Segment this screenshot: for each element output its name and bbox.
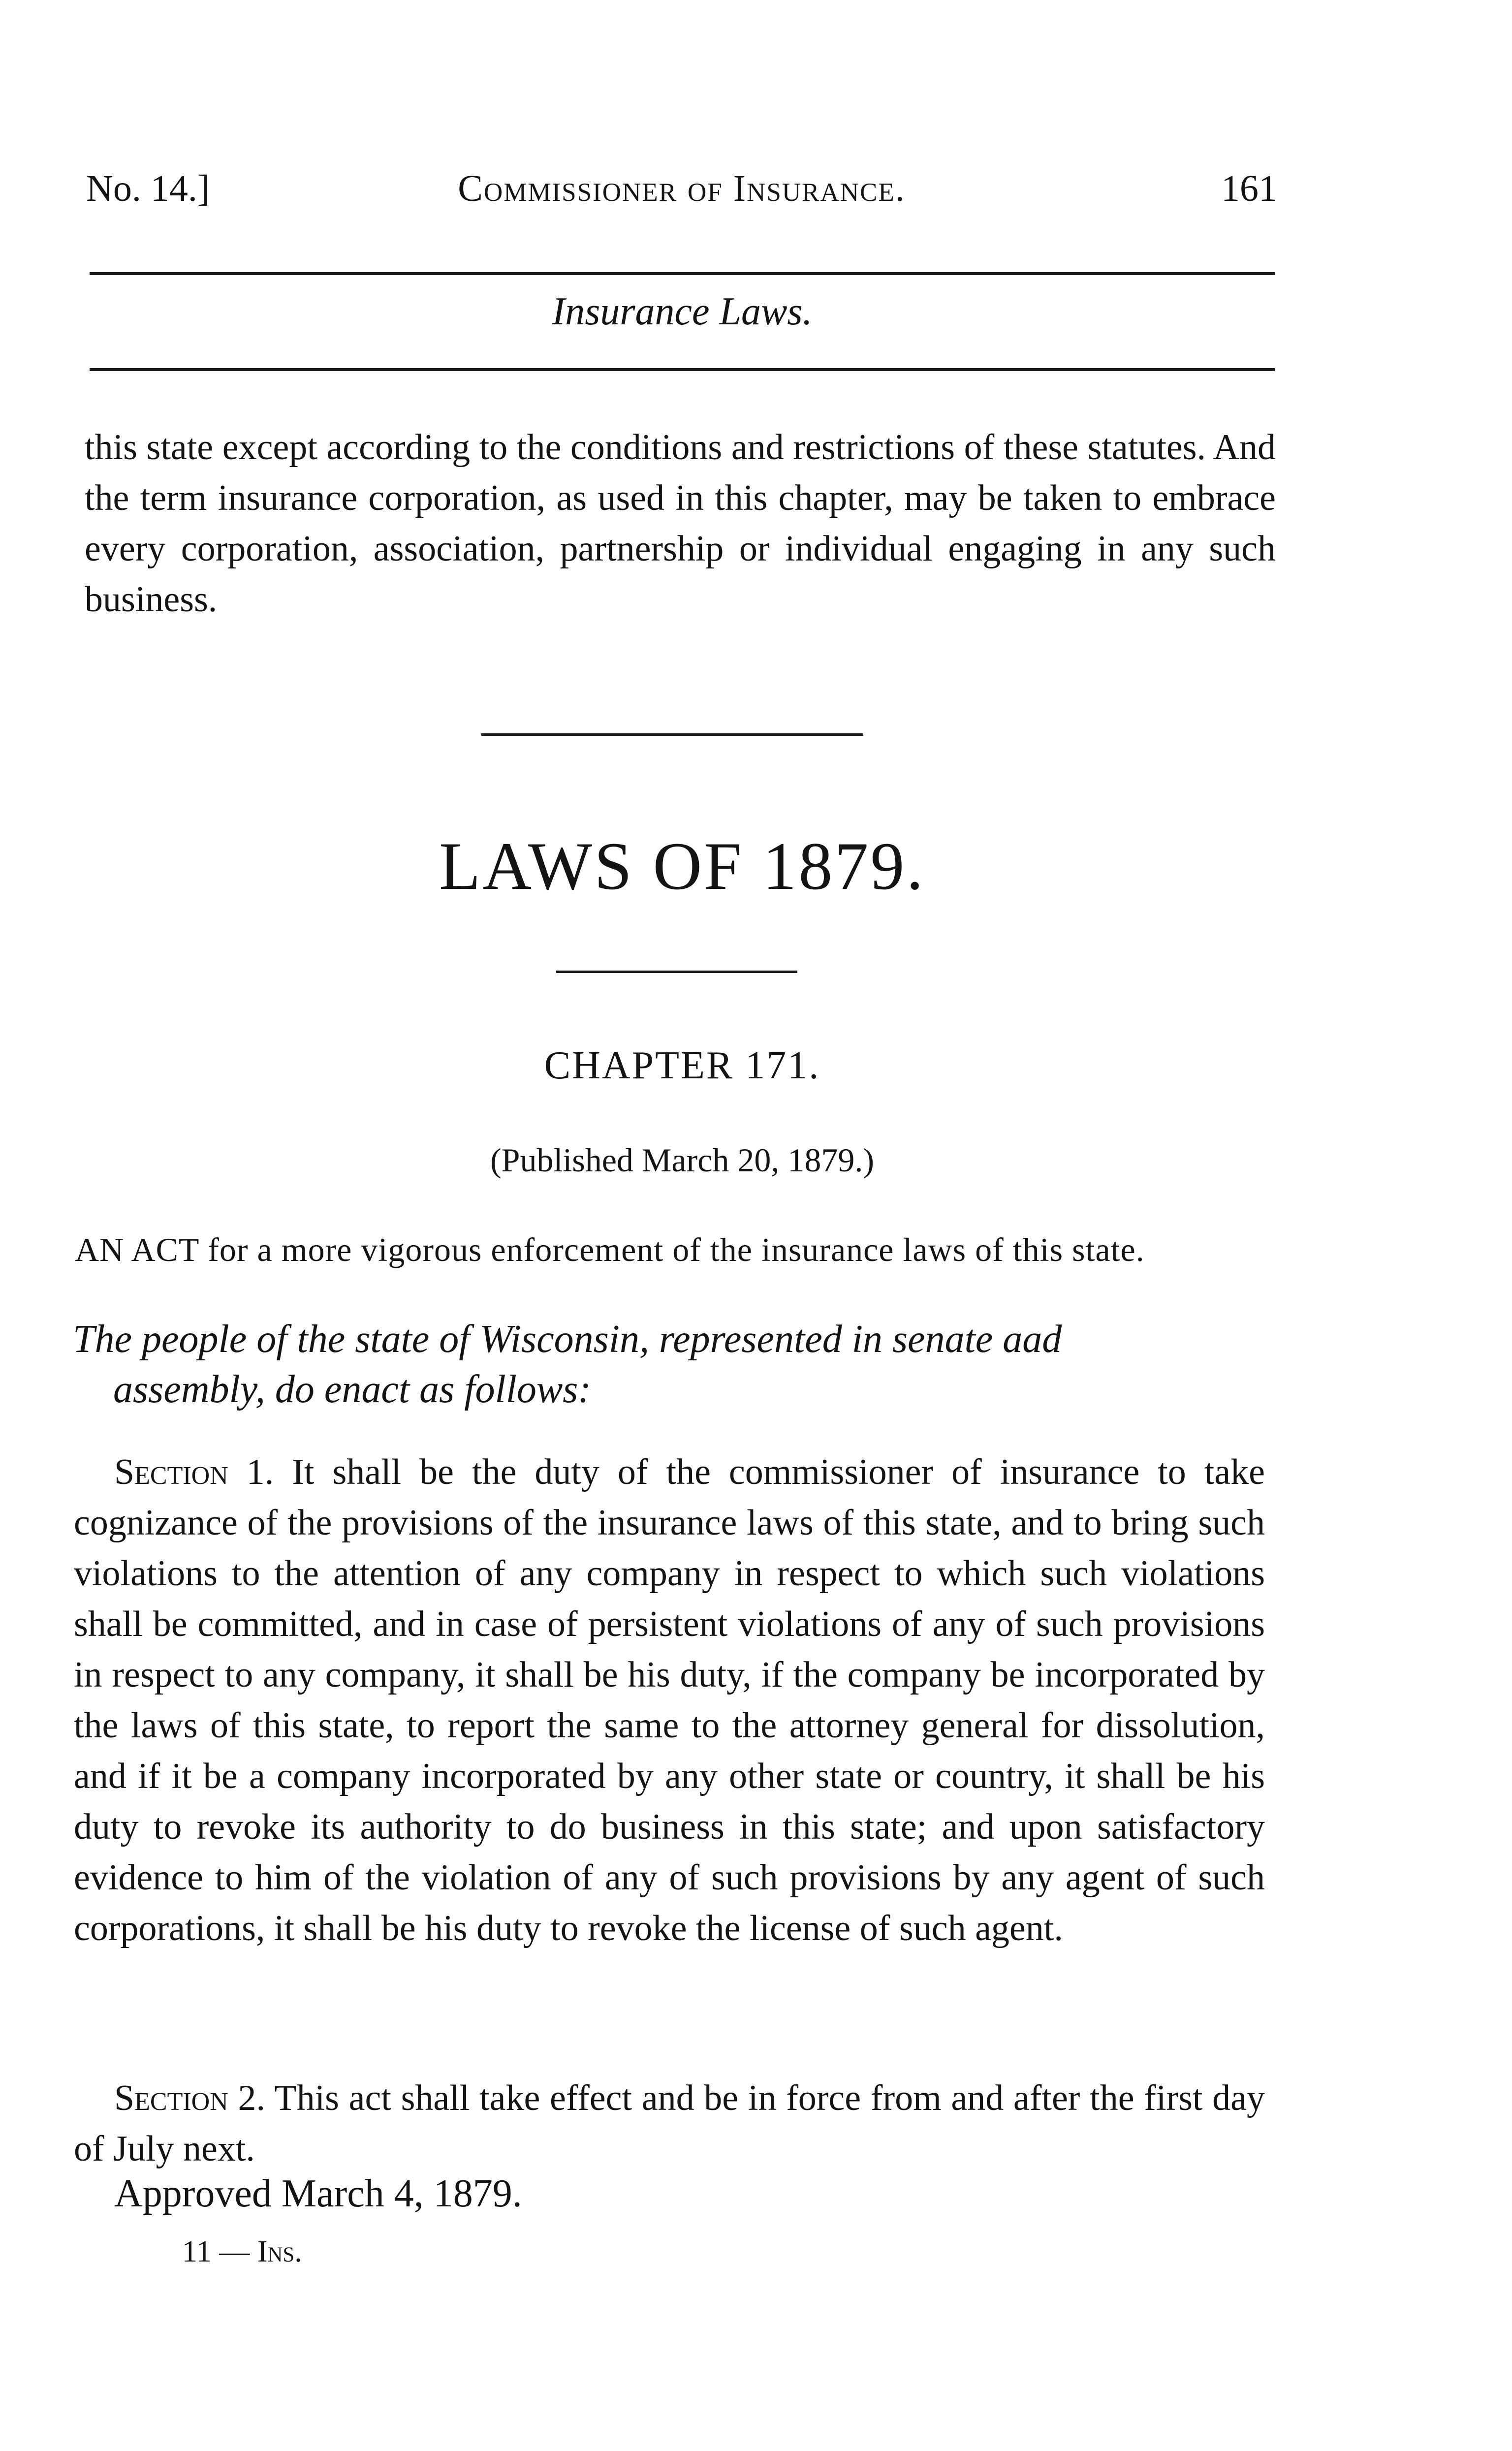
section-1-label: Section 1. xyxy=(114,1452,274,1492)
section-2-text: This act shall take effect and be in force from and after the first day of July next. xyxy=(74,2078,1265,2169)
section-1-paragraph xyxy=(74,1447,1265,1954)
divider-rule xyxy=(481,733,863,736)
approval-line: Approved March 4, 1879. xyxy=(114,2172,522,2215)
section-label: Insurance Laws. xyxy=(552,290,813,333)
enacting-clause xyxy=(73,1314,1274,1414)
running-header xyxy=(86,167,1277,221)
running-title: Commissioner of Insurance. xyxy=(458,168,906,209)
enacting-line-1: The people of the state of Wisconsin, represented in senate aad xyxy=(73,1318,1062,1361)
section-1-text: It shall be the duty of the commissioner of insurance to take cognizance of the provisions of the insurance laws of this state, and to bring such violations to the attention of any company in respect to which such violations shall be committed, and in case of persistent violations of any of such provisions in respect to any company, it shall be his duty, if the company be incorporated by the laws of this state, to report the same to the attorney general for dissolution, and if it be a company incorporated by any other state or country, it shall be his duty to revoke its authority to do business in this state; and upon satisfactory evidence to him of the violation of any of such provisions by any agent of such corporations, it shall be his duty to revoke the license of such agent. xyxy=(74,1452,1265,1948)
report-number: No. 14.] xyxy=(86,168,210,209)
page-number: 161 xyxy=(1221,168,1277,209)
laws-heading: LAWS OF 1879. xyxy=(439,828,925,904)
intro-paragraph: this state except according to the conditions and restrictions of these statutes. And the term insurance corporation, as used in this chapter, may be taken to embrace every corporation, association, partnership or individual engaging in any such business. xyxy=(85,427,1276,620)
header-rule-bottom xyxy=(90,368,1275,371)
enacting-line-2: assembly, do enact as follows: xyxy=(113,1368,592,1411)
published-note: (Published March 20, 1879.) xyxy=(490,1141,874,1179)
header-rule-top xyxy=(90,272,1275,275)
act-title: AN ACT for a more vigorous enforcement of the insurance laws of this state. xyxy=(75,1231,1145,1268)
section-2-paragraph xyxy=(74,2073,1265,2174)
section-2-label: Section 2. xyxy=(114,2078,265,2118)
divider-rule-short xyxy=(556,971,797,973)
chapter-heading: CHAPTER 171. xyxy=(544,1044,820,1087)
signature-mark: 11 — Ins. xyxy=(182,2235,302,2268)
